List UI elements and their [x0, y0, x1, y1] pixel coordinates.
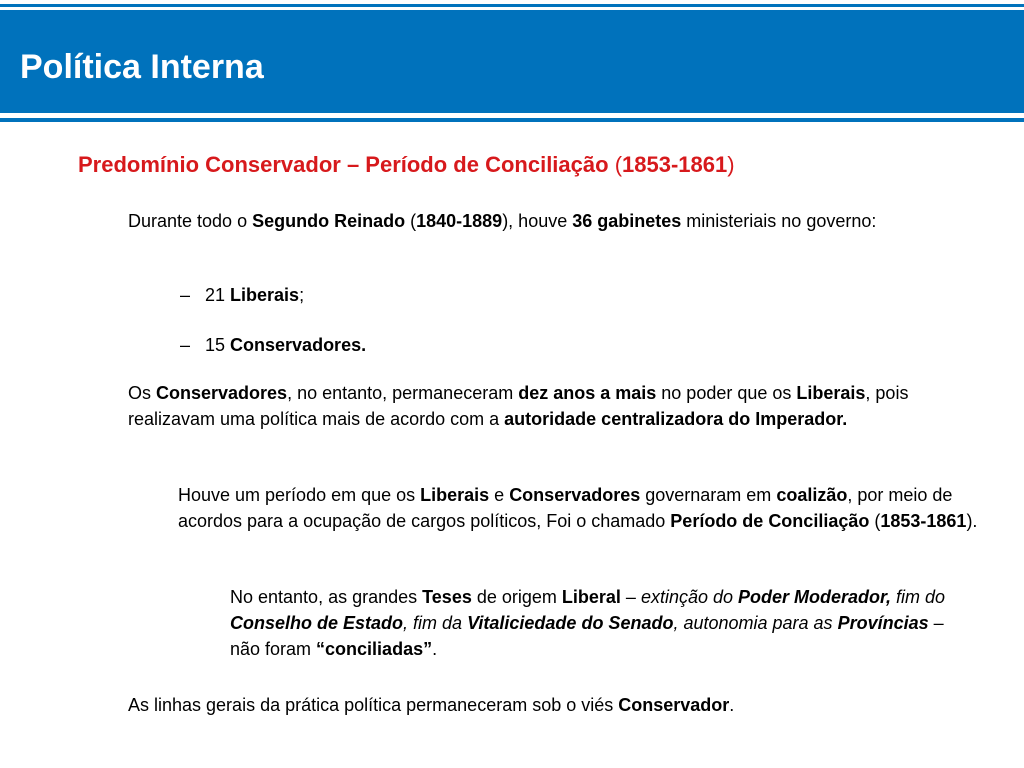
paragraph-conclusao: As linhas gerais da prática política permaneceram sob o viés Conservador. — [128, 695, 735, 715]
page-title: Política Interna — [20, 48, 264, 86]
paragraph-teses: No entanto, as grandes Teses de origem Liberal – extinção do Poder Moderador, fim do Conselho de Estado, fim da Vitaliciedade do Senado, autonomia para as Províncias – não foram “conciliadas”. — [230, 587, 946, 659]
header-bottom-rule — [0, 118, 1024, 122]
section-subtitle: Predomínio Conservador – Período de Conciliação (1853-1861) — [78, 152, 735, 177]
list-item-liberais: – 21 Liberais; — [180, 285, 305, 305]
paragraph-coalizao: Houve um período em que os Liberais e Conservadores governaram em coalizão, por meio de acordos para a ocupação de cargos políticos, Foi o chamado Período de Conciliação (1853-1861). — [178, 485, 978, 531]
paragraph-gabinetes: Durante todo o Segundo Reinado (1840-1889), houve 36 gabinetes ministeriais no governo: — [128, 211, 877, 231]
list-item-conservadores: – 15 Conservadores. — [180, 335, 367, 355]
paragraph-conservadores: Os Conservadores, no entanto, permaneceram dez anos a mais no poder que os Liberais, pois realizavam uma política mais de acordo com a autoridade centralizadora do Imperador. — [128, 383, 909, 429]
header-top-rule — [0, 4, 1024, 7]
header-bar — [0, 10, 1024, 113]
